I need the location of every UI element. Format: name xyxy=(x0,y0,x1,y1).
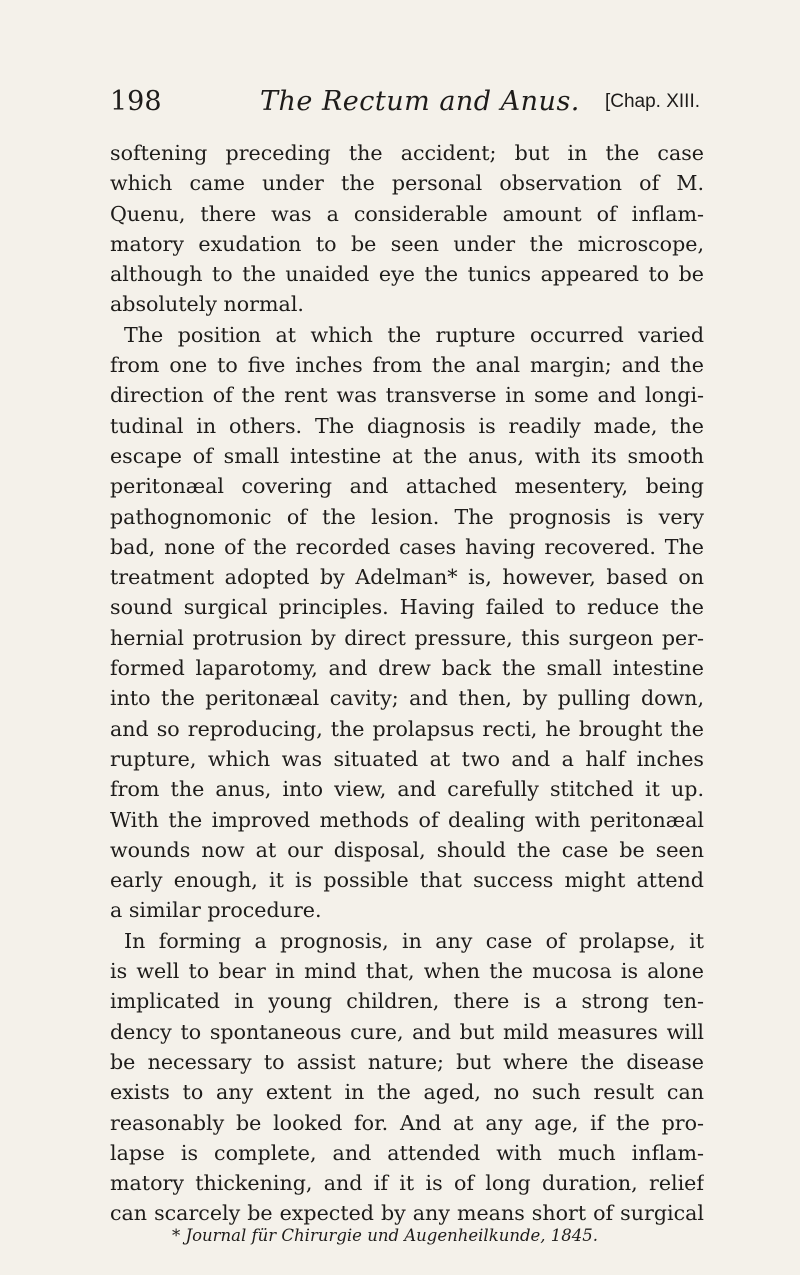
text-line: and so reproducing, the prolapsus recti, he brought the xyxy=(110,716,704,741)
text-line: matory exudation to be seen under the microscope, xyxy=(110,231,704,256)
text-line: Quenu, there was a considerable amount of inflam- xyxy=(110,201,704,226)
text-line: implicated in young children, there is a strong ten- xyxy=(110,989,704,1014)
text-line: which came under the personal observation of M. xyxy=(110,171,704,196)
text-line: early enough, it is possible that success might attend xyxy=(110,868,704,893)
text-line: tudinal in others. The diagnosis is readily made, the xyxy=(110,413,704,438)
text-line: reasonably be looked for. And at any age, if the pro- xyxy=(110,1110,704,1135)
footnote: * Journal für Chirurgie und Augenheilkunde, 1845. xyxy=(172,1226,598,1245)
running-header xyxy=(110,86,700,120)
text-line: The position at which the rupture occurred varied xyxy=(124,322,704,347)
body-text xyxy=(110,138,704,1229)
text-line: from one to five inches from the anal margin; and the xyxy=(110,353,704,378)
text-line: peritonæal covering and attached mesentery, being xyxy=(110,474,704,499)
text-line: With the improved methods of dealing with peritonæal xyxy=(110,807,704,832)
text-line: matory thickening, and if it is of long duration, relief xyxy=(110,1171,704,1196)
text-line: although to the unaided eye the tunics appeared to be xyxy=(110,262,704,287)
text-line: treatment adopted by Adelman* is, however, based on xyxy=(110,565,704,590)
text-line: hernial protrusion by direct pressure, this surgeon per- xyxy=(110,625,704,650)
text-line: softening preceding the accident; but in the case xyxy=(110,141,704,165)
text-line: dency to spontaneous cure, and but mild measures will xyxy=(110,1019,704,1044)
text-line: rupture, which was situated at two and a half inches xyxy=(110,746,704,771)
text-line: pathognomonic of the lesion. The prognosis is very xyxy=(110,504,704,529)
text-line: a similar procedure. xyxy=(110,898,322,923)
text-line: into the peritonæal cavity; and then, by pulling down, xyxy=(110,686,704,711)
text-line: be necessary to assist nature; but where the disease xyxy=(110,1049,704,1074)
text-line: absolutely normal. xyxy=(110,292,304,317)
text-line: direction of the rent was transverse in some and longi- xyxy=(110,383,704,408)
page-number: 198 xyxy=(110,86,162,117)
text-line: exists to any extent in the aged, no such result can xyxy=(110,1080,704,1105)
text-line: In forming a prognosis, in any case of prolapse, it xyxy=(124,928,704,953)
text-line: escape of small intestine at the anus, with its smooth xyxy=(110,443,704,468)
running-title: The Rectum and Anus. xyxy=(260,86,580,117)
text-line: lapse is complete, and attended with much inflam- xyxy=(110,1140,704,1165)
text-line: formed laparotomy, and drew back the small intestine xyxy=(110,656,704,681)
text-line: sound surgical principles. Having failed to reduce the xyxy=(110,595,704,620)
chapter-label: [Chap. XIII. xyxy=(604,91,700,112)
text-line: wounds now at our disposal, should the case be seen xyxy=(110,837,704,862)
text-line: bad, none of the recorded cases having recovered. The xyxy=(110,534,704,559)
text-line: is well to bear in mind that, when the mucosa is alone xyxy=(110,959,704,984)
text-line: from the anus, into view, and carefully stitched it up. xyxy=(110,777,704,802)
text-line: can scarcely be expected by any means short of surgical xyxy=(110,1201,704,1226)
